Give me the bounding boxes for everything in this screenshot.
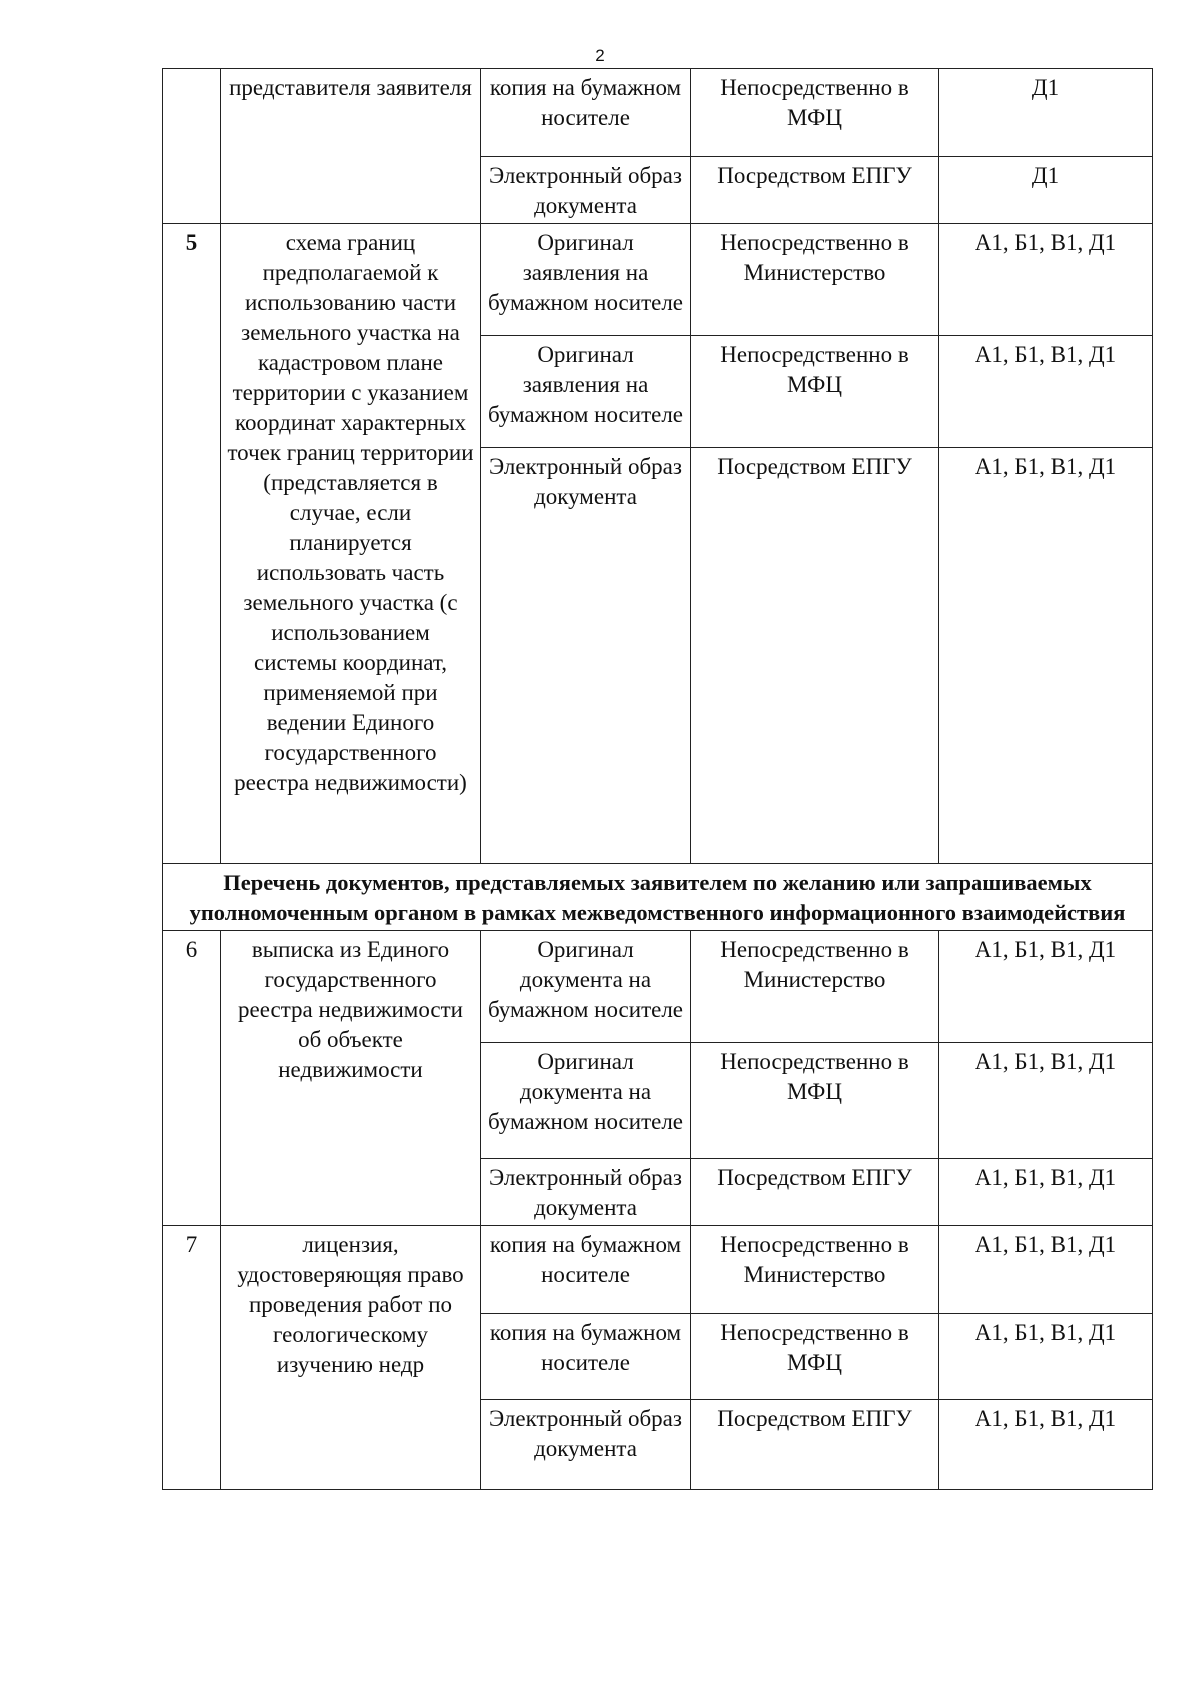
table-row bbox=[163, 69, 1153, 157]
document-name: выписка из Единого государственного реестра недвижимости об объекте недвижимости bbox=[221, 931, 481, 1226]
document-form: Электронный образ документа bbox=[481, 157, 691, 224]
submission-method: Непосредственно в Министерство bbox=[691, 931, 939, 1043]
table-row bbox=[163, 1226, 1153, 1314]
document-form: Оригинал документа на бумажном носителе bbox=[481, 1043, 691, 1159]
applicant-categories: А1, Б1, В1, Д1 bbox=[939, 1314, 1153, 1400]
submission-method: Посредством ЕПГУ bbox=[691, 1400, 939, 1490]
document-form: Электронный образ документа bbox=[481, 448, 691, 864]
submission-method: Непосредственно в МФЦ bbox=[691, 69, 939, 157]
document-form: Оригинал документа на бумажном носителе bbox=[481, 931, 691, 1043]
submission-method: Непосредственно в МФЦ bbox=[691, 1043, 939, 1159]
applicant-categories: А1, Б1, В1, Д1 bbox=[939, 336, 1153, 448]
table-row bbox=[163, 224, 1153, 336]
document-form: копия на бумажном носителе bbox=[481, 1314, 691, 1400]
applicant-categories: А1, Б1, В1, Д1 bbox=[939, 1400, 1153, 1490]
applicant-categories: Д1 bbox=[939, 69, 1153, 157]
applicant-categories: А1, Б1, В1, Д1 bbox=[939, 1159, 1153, 1226]
submission-method: Непосредственно в МФЦ bbox=[691, 1314, 939, 1400]
submission-method: Посредством ЕПГУ bbox=[691, 1159, 939, 1226]
document-form: копия на бумажном носителе bbox=[481, 1226, 691, 1314]
row-number bbox=[163, 69, 221, 224]
submission-method: Непосредственно в Министерство bbox=[691, 1226, 939, 1314]
submission-method: Посредством ЕПГУ bbox=[691, 157, 939, 224]
applicant-categories: А1, Б1, В1, Д1 bbox=[939, 224, 1153, 336]
applicant-categories: А1, Б1, В1, Д1 bbox=[939, 1043, 1153, 1159]
section-header-row bbox=[163, 864, 1153, 931]
document-name: представителя заявителя bbox=[221, 69, 481, 224]
applicant-categories: А1, Б1, В1, Д1 bbox=[939, 448, 1153, 864]
row-number: 6 bbox=[163, 931, 221, 1226]
applicant-categories: Д1 bbox=[939, 157, 1153, 224]
submission-method: Непосредственно в МФЦ bbox=[691, 336, 939, 448]
applicant-categories: А1, Б1, В1, Д1 bbox=[939, 1226, 1153, 1314]
document-name: схема границ предполагаемой к использованию части земельного участка на кадастровом плане территории с указанием координат характерных точек границ территории (представляется в случае, если планируется использовать часть земельного участка (с использованием системы координат, применяемой при ведении Единого государственного реестра недвижимости) bbox=[221, 224, 481, 864]
row-number: 5 bbox=[163, 224, 221, 864]
document-name: лицензия, удостоверяющяя право проведения работ по геологическому изучению недр bbox=[221, 1226, 481, 1490]
submission-method: Посредством ЕПГУ bbox=[691, 448, 939, 864]
section-header: Перечень документов, представляемых заявителем по желанию или запрашиваемых уполномоченным органом в рамках межведомственного информационного взаимодействия bbox=[163, 864, 1153, 931]
documents-table bbox=[162, 68, 1153, 1490]
row-number: 7 bbox=[163, 1226, 221, 1490]
submission-method: Непосредственно в Министерство bbox=[691, 224, 939, 336]
table-row bbox=[163, 931, 1153, 1043]
page-number: 2 bbox=[595, 46, 605, 65]
document-form: Электронный образ документа bbox=[481, 1159, 691, 1226]
document-form: Электронный образ документа bbox=[481, 1400, 691, 1490]
document-form: копия на бумажном носителе bbox=[481, 69, 691, 157]
document-form: Оригинал заявления на бумажном носителе bbox=[481, 224, 691, 336]
applicant-categories: А1, Б1, В1, Д1 bbox=[939, 931, 1153, 1043]
document-form: Оригинал заявления на бумажном носителе bbox=[481, 336, 691, 448]
